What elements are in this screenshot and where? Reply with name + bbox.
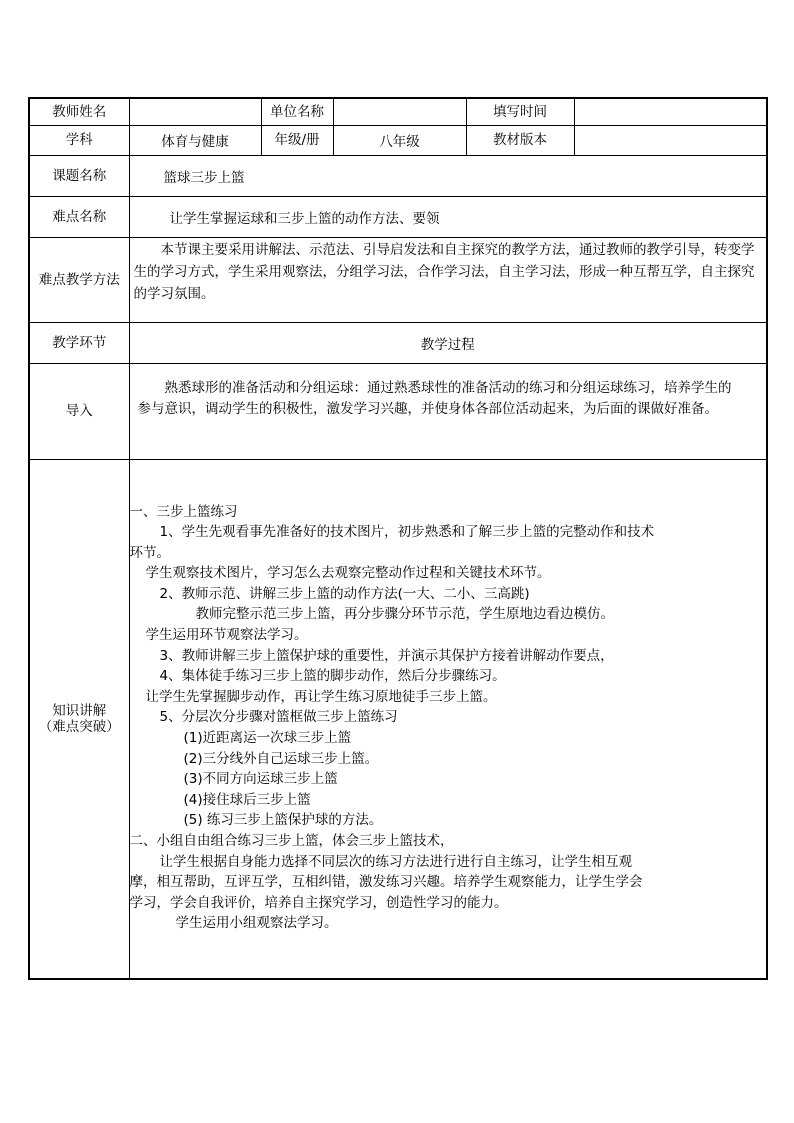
process-section-title: 教学过程 — [129, 322, 767, 363]
edition-label: 教材版本 — [466, 125, 574, 155]
row-difficulty — [29, 196, 767, 237]
content-line: 1、学生先观看事先准备好的技术图片，初步熟悉和了解三步上篮的完整动作和技术 — [159, 524, 655, 541]
subject-label: 学科 — [29, 125, 129, 155]
teacher-name-label: 教师姓名 — [29, 98, 129, 125]
row-topic — [29, 155, 767, 196]
difficulty-value: 让学生掌握运球和三步上篮的动作方法、要领 — [129, 196, 767, 237]
knowledge-label-line2: （难点突破） — [38, 718, 120, 735]
content-line: 学习，学会自我评价，培养自主探究学习，创造性学习的能力。 — [129, 894, 508, 911]
method-label: 难点教学方法 — [29, 237, 129, 322]
row-subject — [29, 125, 767, 155]
teacher-name-value[interactable] — [129, 98, 261, 125]
difficulty-label: 难点名称 — [29, 196, 129, 237]
content-line: (1)近距离运一次球三步上篮 — [183, 730, 352, 747]
content-line: 学生观察技术图片，学习怎么去观察完整动作过程和关键技术环节。 — [145, 565, 551, 582]
row-teacher — [29, 98, 767, 125]
content-line: 让学生先掌握脚步动作，再让学生练习原地徒手三步上篮。 — [145, 688, 497, 705]
content-line: 学生运用环节观察法学习。 — [145, 627, 308, 644]
row-knowledge — [29, 459, 767, 979]
content-line: 摩，相互帮助，互评互学，互相纠错，激发练习兴趣。培养学生观察能力，让学生学会 — [129, 874, 643, 891]
grade-label: 年级/册 — [261, 125, 333, 155]
content-line: (5) 练习三步上篮保护球的方法。 — [183, 812, 383, 829]
intro-value: 熟悉球形的准备活动和分组运球：通过熟悉球性的准备活动的练习和分组运球练习，培养学生的参与意识，调动学生的积极性，激发学习兴趣，并使身体各部位活动起来，为后面的课做好准备。 — [137, 379, 732, 417]
lesson-plan-table — [28, 97, 768, 980]
content-line: 4、集体徒手练习三步上篮的脚步动作，然后分步骤练习。 — [159, 668, 506, 685]
intro-label: 导入 — [29, 363, 129, 459]
fill-date-value[interactable] — [574, 98, 767, 125]
row-method — [29, 237, 767, 322]
content-line: 一、三步上篮练习 — [129, 503, 238, 520]
intro-cell — [129, 363, 767, 459]
topic-label: 课题名称 — [29, 155, 129, 196]
fill-date-label: 填写时间 — [466, 98, 574, 125]
edition-value[interactable] — [574, 125, 767, 155]
content-line: 5、分层次分步骤对篮框做三步上篮练习 — [159, 709, 398, 726]
content-line: 环节。 — [129, 544, 170, 561]
subject-value: 体育与健康 — [129, 125, 261, 155]
knowledge-content — [129, 459, 767, 979]
content-line: 教师完整示范三步上篮，再分步骤分环节示范，学生原地边看边模仿。 — [195, 606, 614, 623]
unit-name-label: 单位名称 — [261, 98, 333, 125]
knowledge-label-line1: 知识讲解 — [52, 702, 107, 719]
row-intro — [29, 363, 767, 459]
topic-value: 篮球三步上篮 — [129, 155, 767, 196]
content-line: (4)接住球后三步上篮 — [183, 791, 311, 808]
method-value: 本节课主要采用讲解法、示范法、引导启发法和自主探究的教学方法，通过教师的教学引导，转变学生的学习方式，学生采用观察法，分组学习法，合作学习法，自主学习法，形成一种互帮互学，自主探究的学习氛围。 — [133, 241, 755, 302]
content-line: 让学生根据自身能力选择不同层次的练习方法进行进行自主练习，让学生相互观 — [159, 853, 632, 870]
unit-name-value[interactable] — [333, 98, 466, 125]
process-section-label: 教学环节 — [29, 322, 129, 363]
grade-value: 八年级 — [333, 125, 466, 155]
knowledge-label — [29, 459, 129, 979]
method-cell — [129, 237, 767, 322]
row-process-header — [29, 322, 767, 363]
content-line: (2)三分线外自己运球三步上篮。 — [183, 750, 379, 767]
content-line: 3、教师讲解三步上篮保护球的重要性，并演示其保护方接着讲解动作要点， — [159, 647, 614, 664]
content-line: 2、教师示范、讲解三步上篮的动作方法(一大、二小、三高跳) — [159, 585, 530, 602]
content-line: 二、小组自由组合练习三步上篮，体会三步上篮技术， — [129, 833, 454, 849]
content-line: (3)不同方向运球三步上篮 — [183, 771, 338, 788]
content-line: 学生运用小组观察法学习。 — [175, 915, 338, 932]
